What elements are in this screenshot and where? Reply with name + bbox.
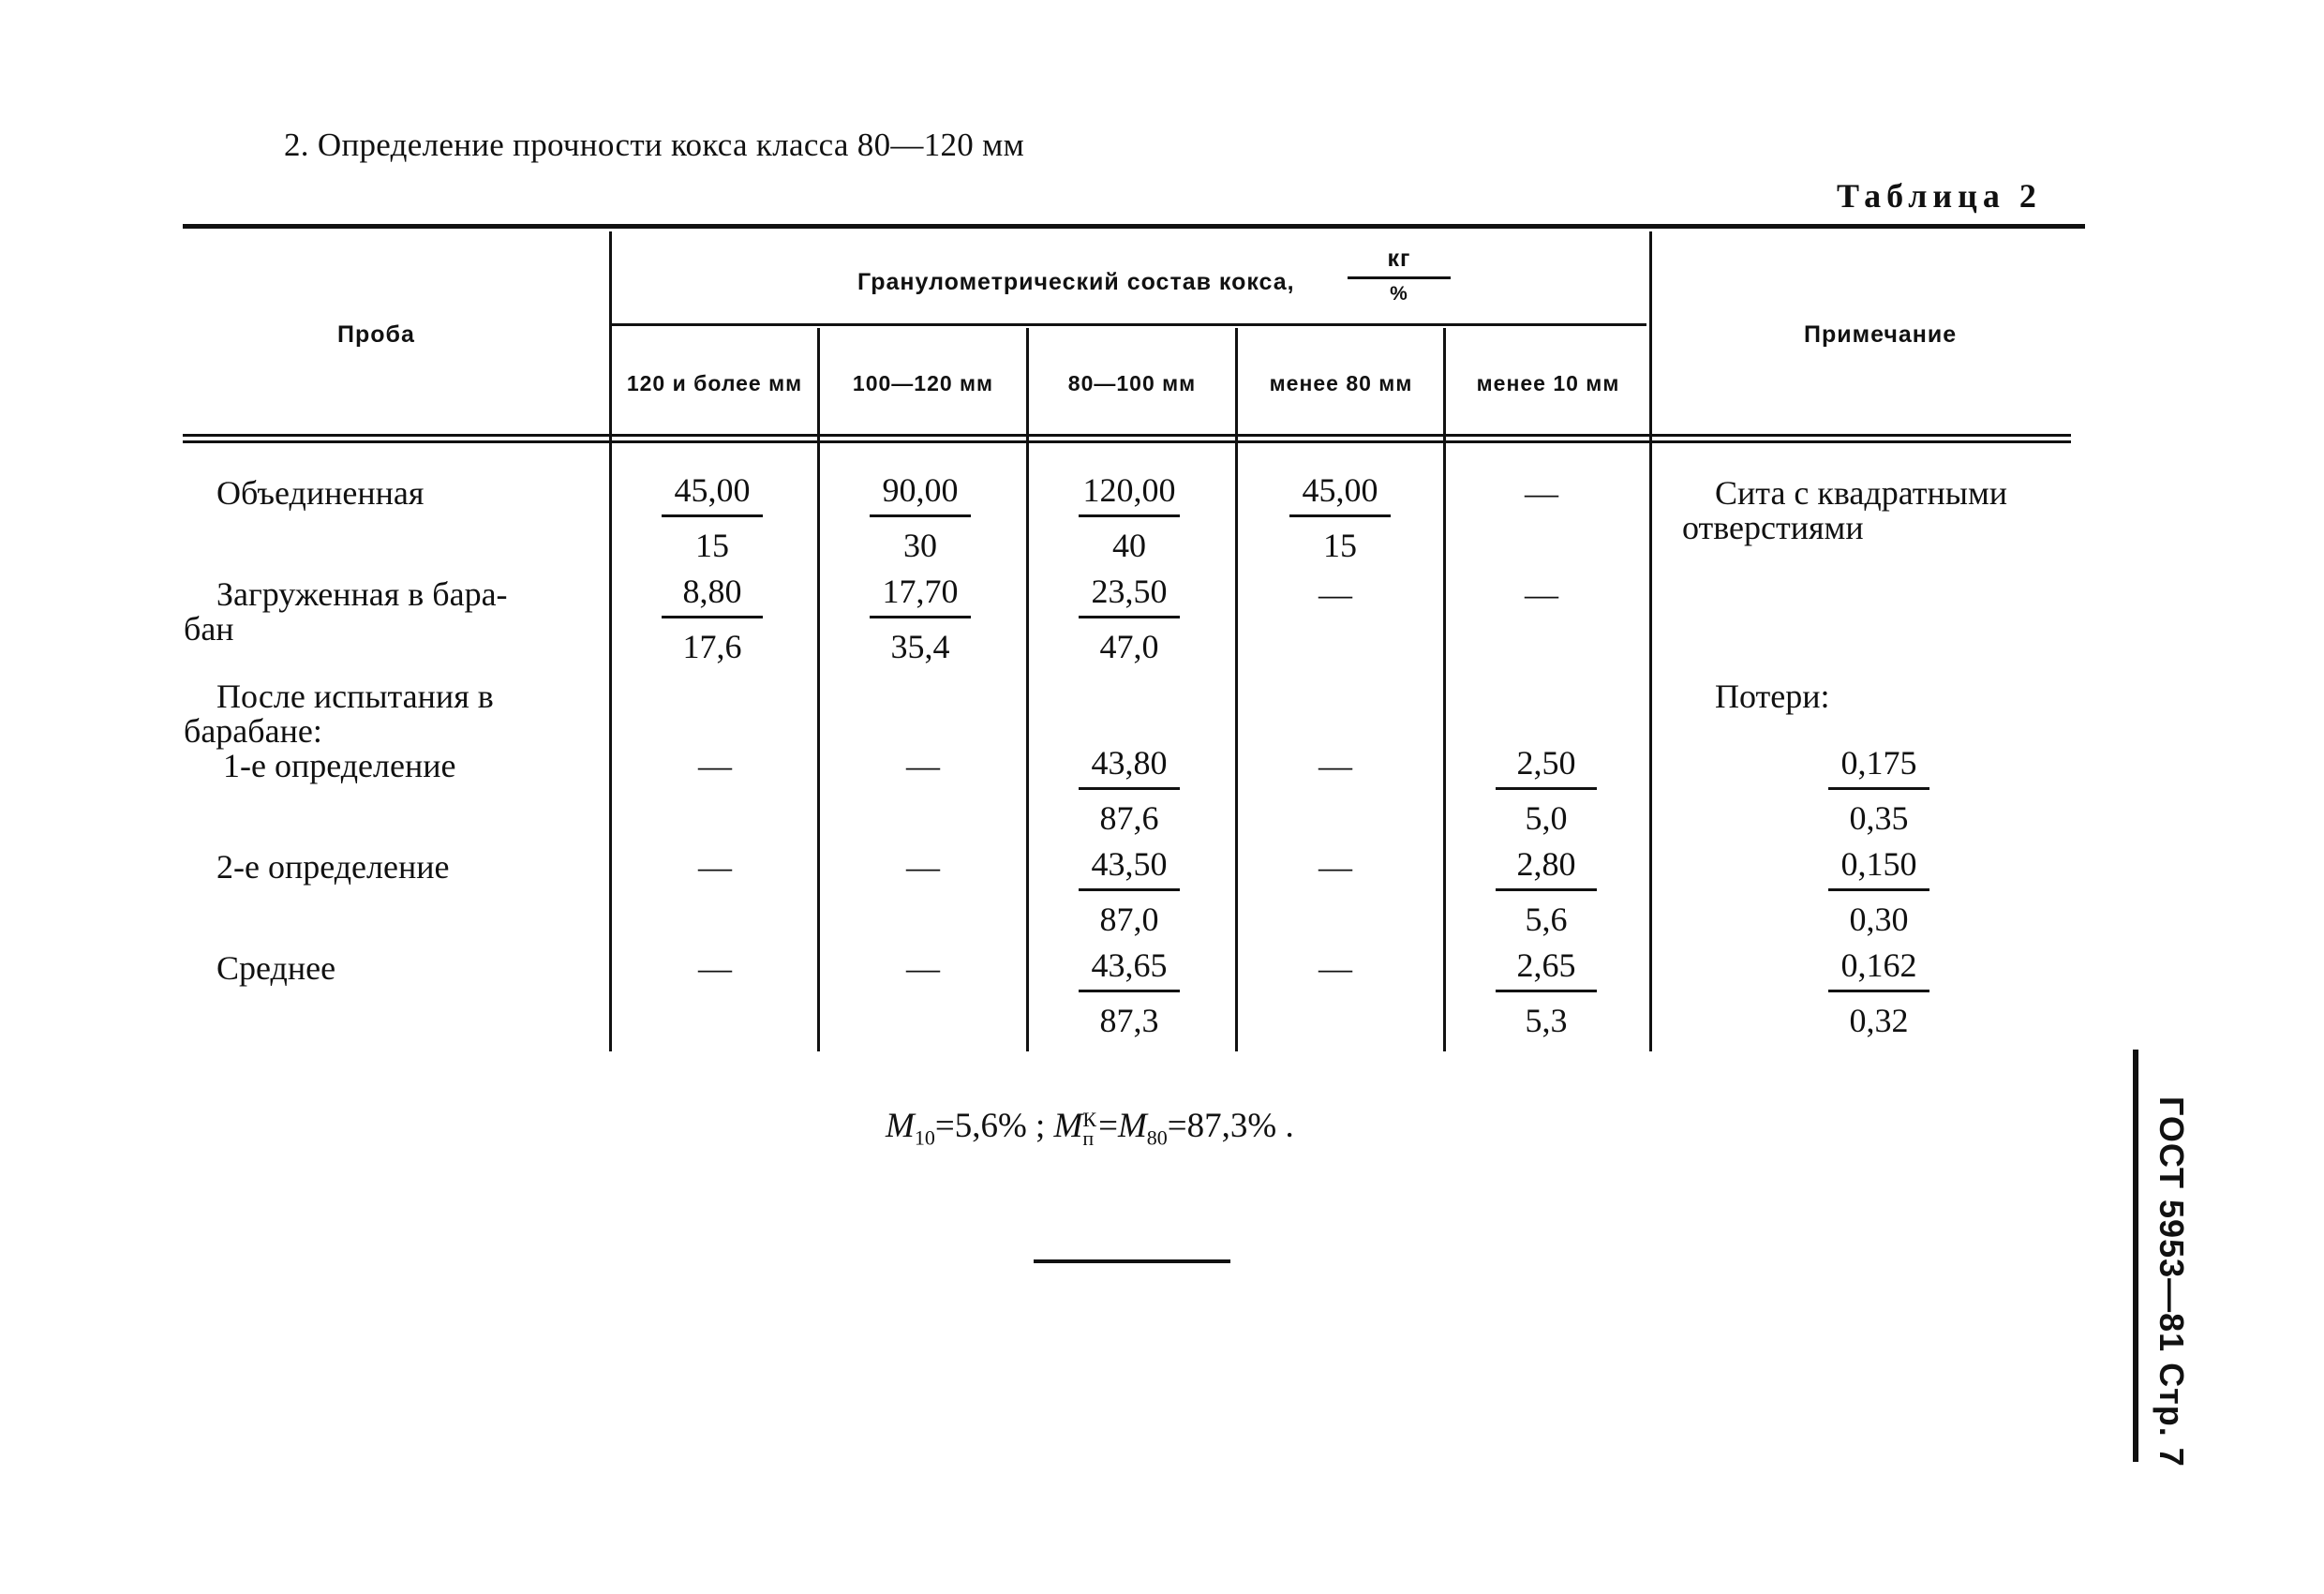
loaded-col3-fraction — [1073, 574, 1185, 663]
det1-col1-dash: — — [698, 747, 732, 784]
fraction-den: 87,6 — [1099, 799, 1159, 837]
fraction-num: 23,50 — [1079, 574, 1180, 618]
row-label-loaded-line1: Загруженная в бара- — [216, 575, 508, 613]
loaded-col2-fraction — [864, 574, 976, 663]
header-unit-num: кг — [1348, 246, 1451, 279]
row-label-average: Среднее — [216, 949, 336, 987]
fraction-num: 43,65 — [1079, 948, 1180, 992]
header-group-title: Гранулометрический состав кокса, — [857, 269, 1295, 295]
table-top-rule — [183, 224, 2085, 229]
col-rule-4 — [1235, 328, 1238, 1051]
formula-sub-p: п — [1082, 1125, 1095, 1150]
formula-m1: M — [886, 1107, 915, 1145]
fraction-num: 43,80 — [1079, 746, 1180, 790]
det2-col3-fraction — [1073, 847, 1185, 936]
det2-loss-fraction — [1823, 847, 1935, 936]
fraction-den: 5,0 — [1525, 799, 1568, 837]
fraction-num: 90,00 — [870, 473, 971, 517]
fraction-den: 30 — [903, 527, 937, 564]
formula — [886, 1106, 1294, 1150]
det2-col5-fraction — [1490, 847, 1602, 936]
det1-col4-dash: — — [1318, 747, 1352, 784]
det1-col3-fraction — [1073, 746, 1185, 835]
formula-sup-k: К — [1082, 1107, 1097, 1131]
combined-col2-fraction — [864, 473, 976, 562]
subheader-80-100: 80—100 мм — [1067, 371, 1197, 395]
fraction-num: 0,150 — [1828, 847, 1929, 891]
fraction-num: 2,80 — [1496, 847, 1597, 891]
row-label-after-line1: После испытания в — [216, 678, 494, 715]
col-rule-3 — [1026, 328, 1029, 1051]
formula-eq2: = — [1098, 1107, 1118, 1145]
fraction-den: 47,0 — [1099, 628, 1159, 665]
fraction-num: 0,175 — [1828, 746, 1929, 790]
header-note: Примечание — [1804, 321, 1958, 348]
col-rule-2 — [817, 328, 820, 1051]
avg-col4-dash: — — [1318, 949, 1352, 987]
formula-eq1: =5,6% ; — [934, 1107, 1046, 1145]
fraction-den: 0,30 — [1849, 901, 1909, 938]
col-rule-5 — [1443, 328, 1446, 1051]
header-double-rule-1 — [183, 434, 2071, 437]
fraction-den: 87,0 — [1099, 901, 1159, 938]
formula-m3: M — [1117, 1107, 1147, 1145]
combined-col4-fraction — [1284, 473, 1396, 562]
avg-col1-dash: — — [698, 949, 732, 987]
fraction-den: 5,6 — [1525, 901, 1568, 938]
header-unit-fraction — [1348, 246, 1451, 305]
loaded-col5-dash: — — [1525, 575, 1558, 613]
row-label-det1: 1-е определение — [223, 747, 456, 784]
det2-col1-dash: — — [698, 848, 732, 886]
fraction-num: 2,50 — [1496, 746, 1597, 790]
group-header-rule — [611, 323, 1646, 326]
avg-col5-fraction — [1490, 948, 1602, 1037]
formula-sub10: 10 — [914, 1125, 935, 1150]
subheader-120-plus: 120 и более мм — [626, 371, 803, 395]
header-double-rule-2 — [183, 440, 2071, 443]
formula-sup-sub-stack — [1082, 1107, 1097, 1150]
fraction-den: 87,3 — [1099, 1002, 1159, 1039]
loaded-col1-fraction — [656, 574, 768, 663]
fraction-den: 17,6 — [682, 628, 742, 665]
avg-col3-fraction — [1073, 948, 1185, 1037]
after-note-losses: Потери: — [1715, 678, 1830, 715]
formula-m2: M — [1053, 1107, 1083, 1145]
combined-note-line1: Сита с квадратными — [1715, 474, 2007, 512]
table-label: Таблица 2 — [1837, 177, 2042, 215]
col-rule-1 — [609, 231, 612, 1051]
combined-col3-fraction — [1068, 473, 1190, 562]
det1-col2-dash: — — [906, 747, 940, 784]
margin-rule — [2133, 1050, 2138, 1462]
fraction-den: 5,3 — [1525, 1002, 1568, 1039]
row-label-det2: 2-е определение — [216, 848, 450, 886]
header-unit-den: % — [1390, 283, 1408, 305]
row-label-after-line2: барабане: — [184, 712, 322, 750]
det2-col4-dash: — — [1318, 848, 1352, 886]
det2-col2-dash: — — [906, 848, 940, 886]
fraction-den: 15 — [1323, 527, 1357, 564]
fraction-num: 0,162 — [1828, 948, 1929, 992]
fraction-num: 120,00 — [1079, 473, 1180, 517]
combined-note-line2: отверстиями — [1682, 509, 1864, 546]
fraction-den: 40 — [1112, 527, 1146, 564]
row-label-loaded-line2: бан — [184, 610, 234, 648]
formula-eq3: =87,3% . — [1167, 1107, 1294, 1145]
fraction-den: 15 — [695, 527, 729, 564]
fraction-den: 0,32 — [1849, 1002, 1909, 1039]
loaded-col4-dash: — — [1318, 575, 1352, 613]
fraction-num: 45,00 — [662, 473, 763, 517]
formula-sub80: 80 — [1146, 1125, 1168, 1150]
fraction-den: 35,4 — [890, 628, 950, 665]
fraction-num: 2,65 — [1496, 948, 1597, 992]
header-sample: Проба — [337, 321, 415, 348]
combined-col1-fraction — [656, 473, 768, 562]
combined-col5-dash: — — [1525, 474, 1558, 512]
fraction-num: 45,00 — [1289, 473, 1391, 517]
subheader-100-120: 100—120 мм — [852, 371, 994, 395]
fraction-den: 0,35 — [1849, 799, 1909, 837]
fraction-num: 17,70 — [870, 574, 971, 618]
row-label-combined: Объединенная — [216, 474, 425, 512]
avg-col2-dash: — — [906, 949, 940, 987]
section-title: 2. Определение прочности кокса класса 80—120 мм — [284, 127, 1025, 163]
gost-page-label: ГОСТ 5953—81 Стр. 7 — [2153, 1096, 2191, 1467]
end-rule — [1034, 1259, 1230, 1263]
fraction-num: 43,50 — [1079, 847, 1180, 891]
avg-loss-fraction — [1823, 948, 1935, 1037]
det1-col5-fraction — [1490, 746, 1602, 835]
col-rule-6 — [1649, 231, 1652, 1051]
subheader-less-10: менее 10 мм — [1476, 371, 1620, 395]
subheader-less-80: менее 80 мм — [1269, 371, 1413, 395]
det1-loss-fraction — [1823, 746, 1935, 835]
fraction-num: 8,80 — [662, 574, 763, 618]
